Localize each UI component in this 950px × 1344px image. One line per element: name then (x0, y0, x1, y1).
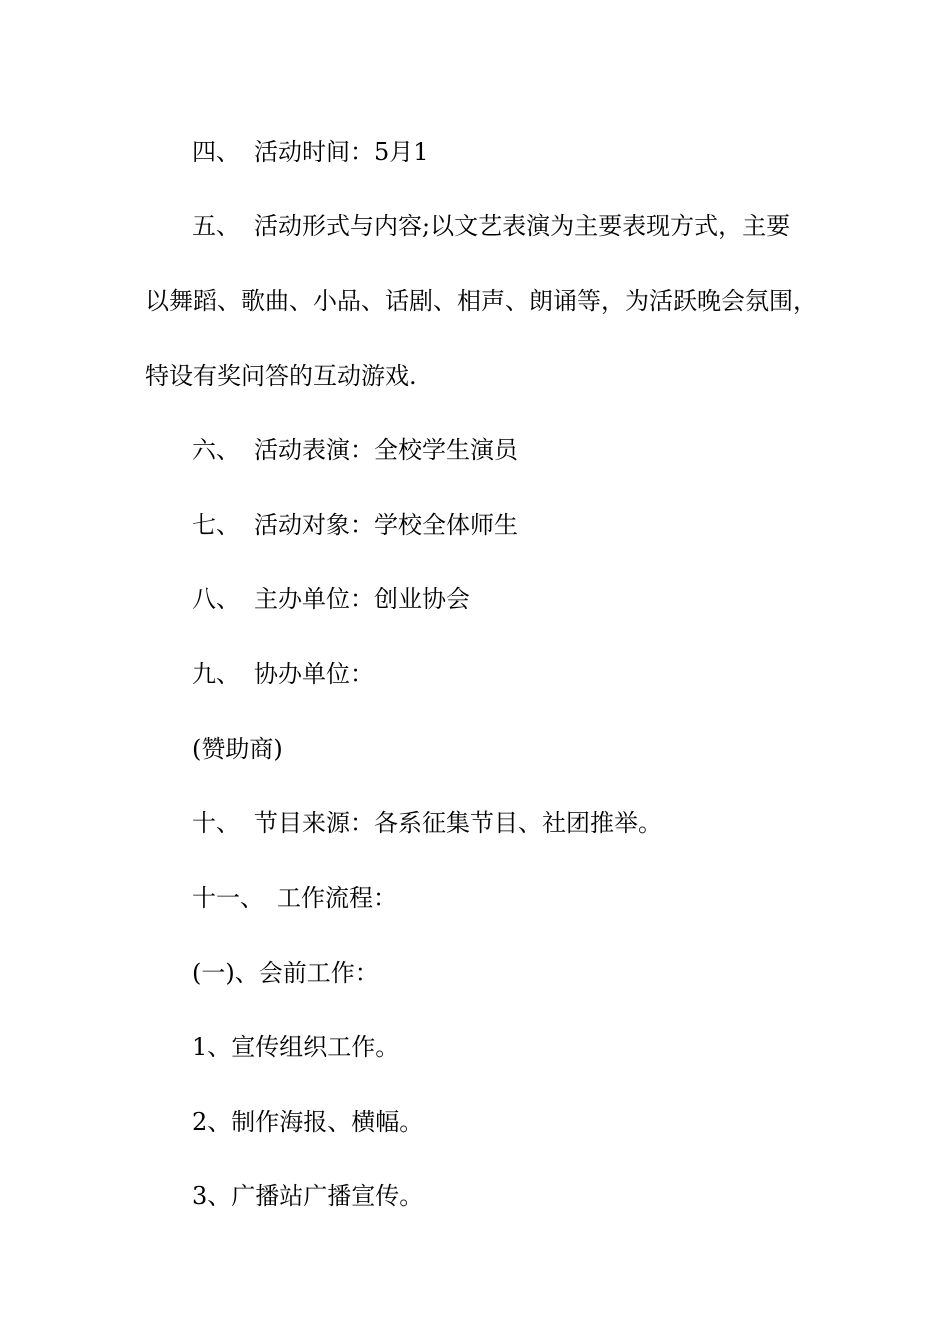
item-number: 九、 (192, 660, 240, 688)
item-text: 工作流程： (277, 884, 397, 912)
item-text: 活动对象：学校全体师生 (254, 511, 518, 539)
item-text: 活动表演：全校学生演员 (254, 436, 518, 464)
paragraph-text: 以舞蹈、歌曲、小品、话剧、相声、朗诵等，为活跃晚会氛围， (145, 287, 817, 315)
paragraph-text: 特设有奖问答的互动游戏. (145, 362, 417, 390)
list-item-text: 2、制作海报、横幅。 (192, 1108, 424, 1136)
subsection-text: (一)、会前工作： (192, 959, 379, 987)
list-item-text: 1、宣传组织工作。 (192, 1033, 400, 1061)
item-text: 节目来源：各系征集节目、社团推举。 (254, 809, 662, 837)
item-text: 协办单位： (254, 660, 374, 688)
list-item-text: 3、广播站广播宣传。 (192, 1182, 424, 1210)
item-text: 活动形式与内容;以文艺表演为主要表现方式，主要 (254, 212, 791, 240)
item-number: 四、 (192, 138, 240, 166)
item-number: 五、 (192, 212, 240, 240)
item-text: 主办单位：创业协会 (254, 585, 470, 613)
item-text: 活动时间：5月1 (254, 138, 429, 166)
item-number: 七、 (192, 511, 240, 539)
sponsor-text: (赞助商) (192, 735, 283, 763)
item-number: 十一、 (192, 884, 264, 912)
item-number: 八、 (192, 585, 240, 613)
item-number: 十、 (192, 809, 240, 837)
item-number: 六、 (192, 436, 240, 464)
